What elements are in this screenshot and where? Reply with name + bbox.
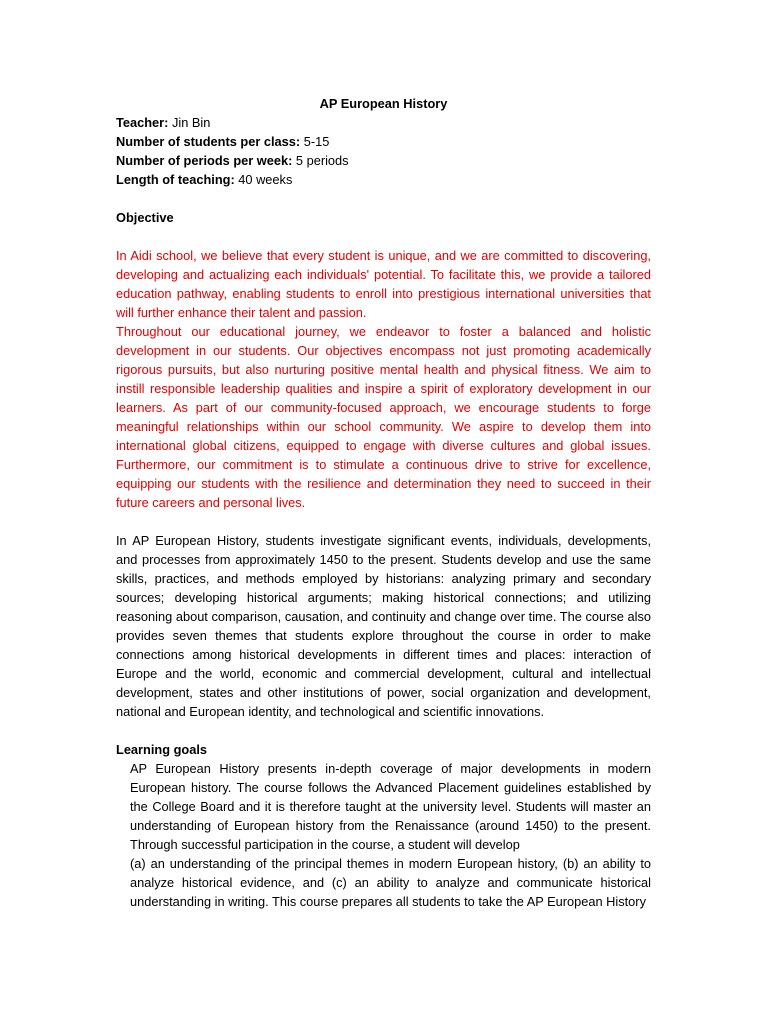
learning-goals-paragraph: AP European History presents in-depth coverage of major developments in modern European history. The course follows the Advanced Placement guidelines established by the College Board and it is therefore taught at the university level. Students will master an understanding of European history from the Renaissance (around 1450) to the present. Through successful participation in the course, a student will develop bbox=[130, 761, 651, 852]
meta-label: Number of periods per week: bbox=[116, 153, 293, 168]
meta-value: Jin Bin bbox=[168, 115, 211, 130]
meta-length-of-teaching bbox=[116, 170, 651, 189]
learning-goals-paragraph: (a) an understanding of the principal themes in modern European history, (b) an ability to analyze historical evidence, and (c) an ability to analyze and communicate historical understanding in writing. This course prepares all students to take the AP European History bbox=[130, 856, 651, 909]
meta-label: Number of students per class: bbox=[116, 134, 301, 149]
spacer bbox=[116, 512, 651, 531]
objective-paragraph: In Aidi school, we believe that every student is unique, and we are committed to discovering, developing and actualizing each individuals' potential. To facilitate this, we provide a tailored education pathway, enabling students to enroll into prestigious international universities that will further enhance their talent and passion. bbox=[116, 248, 651, 320]
course-description-paragraph: In AP European History, students investigate significant events, individuals, developments, and processes from approximately 1450 to the present. Students develop and use the same skills, practices, and methods employed by historians: analyzing primary and secondary sources; developing historical arguments; making historical connections; and utilizing reasoning about comparison, causation, and continuity and change over time. The course also provides seven themes that students explore throughout the course in order to make connections among historical developments in different times and places: interaction of Europe and the world, economic and commercial development, cultural and intellectual development, states and other institutions of power, social organization and development, national and European identity, and technological and scientific innovations. bbox=[116, 533, 651, 719]
meta-value: 5-15 bbox=[300, 134, 330, 149]
meta-label: Length of teaching: bbox=[116, 172, 235, 187]
meta-label: Teacher: bbox=[116, 115, 169, 130]
objective-paragraph: Throughout our educational journey, we endeavor to foster a balanced and holistic development in our students. Our objectives encompass not just promoting academically rigorous pursuits, but also nurturing positive mental health and physical fitness. We aim to instill responsible leadership qualities and inspire a spirit of exploratory development in our learners. As part of our community-focused approach, we encourage students to forge meaningful relationships within our school community. We aspire to develop them into international global citizens, equipped to engage with diverse cultures and global issues. Furthermore, our commitment is to stimulate a continuous drive to strive for excellence, equipping our students with the resilience and determination they need to succeed in their future careers and personal lives. bbox=[116, 324, 651, 510]
document-title: AP European History bbox=[319, 96, 448, 111]
meta-value: 5 periods bbox=[292, 153, 349, 168]
meta-value: 40 weeks bbox=[234, 172, 293, 187]
learning-goals-heading: Learning goals bbox=[116, 742, 208, 757]
meta-teacher bbox=[116, 113, 651, 132]
spacer bbox=[116, 227, 651, 246]
meta-periods-per-week bbox=[116, 151, 651, 170]
meta-students-per-class bbox=[116, 132, 651, 151]
document-page bbox=[116, 94, 651, 911]
objective-heading: Objective bbox=[116, 210, 174, 225]
